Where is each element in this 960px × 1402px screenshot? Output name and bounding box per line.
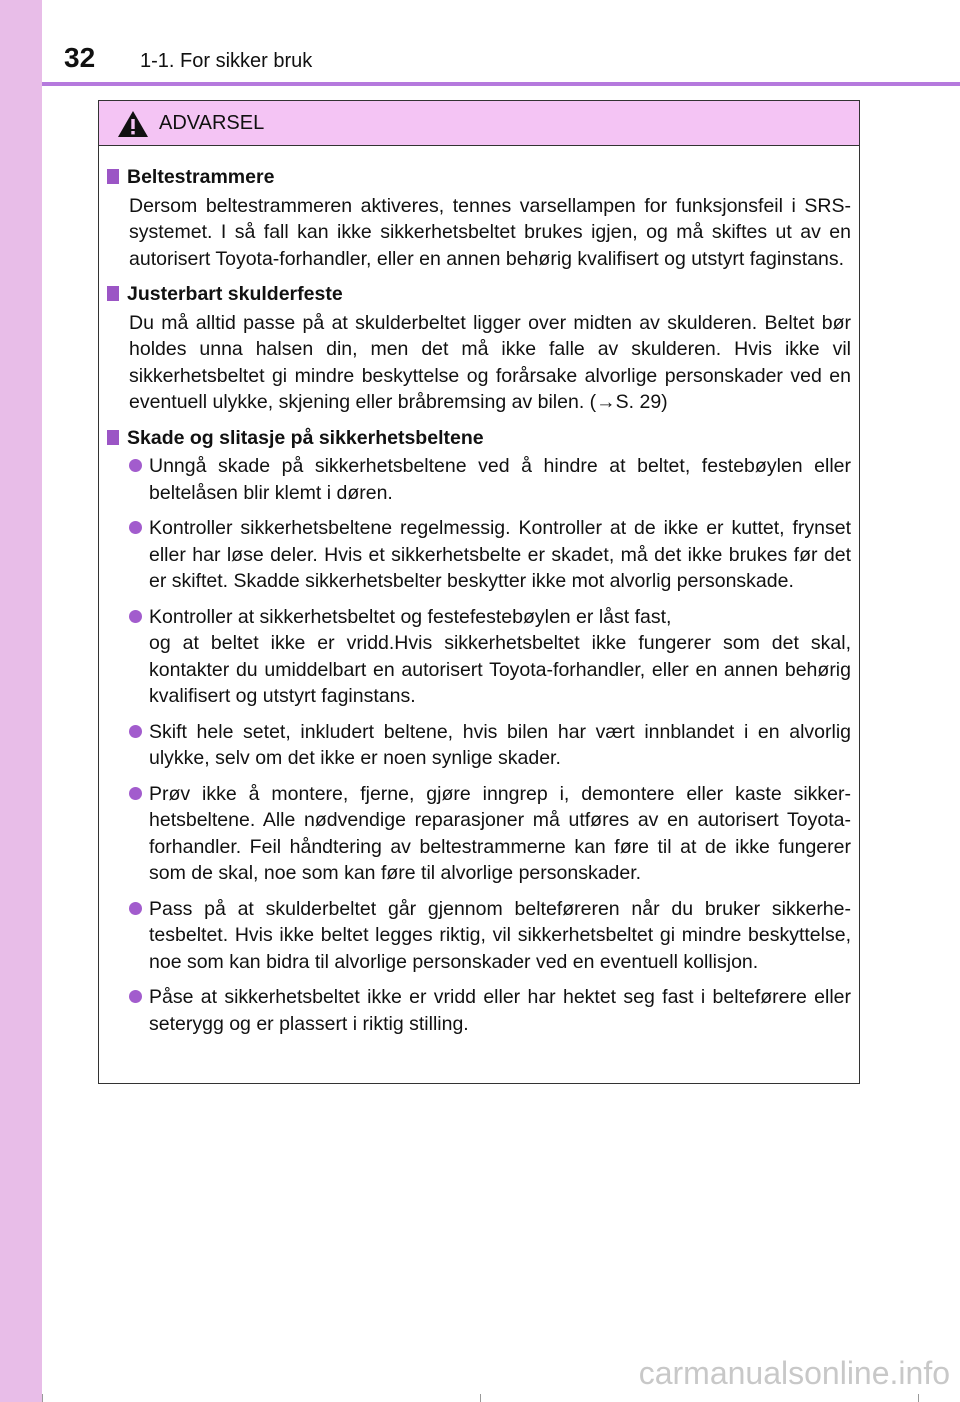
crop-mark bbox=[480, 1394, 481, 1402]
list-item-continuation: og at beltet ikke er vridd.Hvis sikkerhetsbeltet ikke fungerer som det skal, kontakter du umiddelbart en autorisert Toyota-forhandler, eller en annen behørig kvalifisert og utstyrt faginstans. bbox=[149, 632, 851, 707]
circle-bullet-icon bbox=[129, 902, 142, 915]
section-heading-text: Justerbart skulderfeste bbox=[127, 283, 343, 305]
circle-bullet-icon bbox=[129, 725, 142, 738]
section-heading bbox=[107, 281, 851, 308]
section-heading bbox=[107, 425, 851, 452]
list-item bbox=[129, 984, 851, 1037]
square-bullet-icon bbox=[107, 169, 119, 184]
list-item-text-block bbox=[149, 604, 851, 710]
list-item bbox=[129, 719, 851, 772]
list-item-text: Skift hele setet, inkludert beltene, hvis bilen har vært innblandet i en alvorlig ulykke, selv om det ikke er noen synlige skader. bbox=[149, 720, 851, 769]
watermark: carmanualsonline.info bbox=[638, 1355, 950, 1391]
warning-title: ADVARSEL bbox=[159, 112, 265, 134]
warning-box bbox=[98, 100, 860, 1084]
crop-mark bbox=[918, 1394, 919, 1402]
list-item-text: Kontroller sikkerhetsbeltene regelmessig. Kontroller at de ikke er kuttet, frynset eller har løse deler. Hvis et sikkerhetsbelte er skadet, må det ikke brukes før det er skiftet. Skadde sikkerhetsbelter beskytter ikke mot alvorlig personskade. bbox=[149, 517, 851, 592]
list-item-text: Pass på at skulderbeltet går gjennom belteføreren når du bruker sikkerhe-tesbeltet. Hvis ikke beltet legges riktig, vil sikkerhetsbeltet gi mindre beskyttelse, noe som kan bidra til alvorlige personskader ved en eventuell kollisjon. bbox=[149, 897, 851, 973]
list-item bbox=[129, 453, 851, 506]
list-item bbox=[129, 604, 851, 710]
section-heading-text: Skade og slitasje på sikkerhetsbeltene bbox=[127, 426, 484, 449]
side-tab-strip bbox=[0, 0, 42, 1402]
list-item-text: Prøv ikke å montere, fjerne, gjøre inngrep i, demontere eller kaste sikker-hetsbeltene. Alle nødvendige reparasjoner må utføres av en autorisert Toyota-forhandler. Feil håndtering av beltestrammerne kan føre til at de ikke fungerer som de skal, noe som kan føre til alvorlige personskader. bbox=[149, 782, 851, 884]
section-paragraph: Du må alltid passe på at skulderbeltet ligger over midten av skulderen. Beltet bør holdes unna halsen din, men det må ikke falle av skulderen. Hvis ikke vil sikkerhetsbeltet gi mindre beskyttelse og forårsake alvorlige personskader ved en eventuell ulykke, skjening eller bråbremsing av bilen. (→S. 29) bbox=[129, 311, 851, 413]
circle-bullet-icon bbox=[129, 459, 142, 472]
crop-mark bbox=[42, 1394, 43, 1402]
square-bullet-icon bbox=[107, 286, 119, 301]
section-heading bbox=[107, 164, 851, 191]
circle-bullet-icon bbox=[129, 521, 142, 534]
list-item-text: Påse at sikkerhetsbeltet ikke er vridd eller har hektet seg fast i belteførere eller seterygg og er plassert i riktig stilling. bbox=[149, 986, 851, 1035]
section-heading-text: Beltestrammere bbox=[127, 166, 275, 188]
page-header bbox=[42, 0, 960, 84]
warning-header bbox=[99, 101, 859, 146]
warning-body bbox=[99, 146, 859, 1037]
header-rule bbox=[42, 82, 960, 86]
list-item bbox=[129, 896, 851, 976]
list-item-text: Kontroller at sikkerhetsbeltet og festefestebøylen er låst fast, bbox=[149, 605, 672, 628]
circle-bullet-icon bbox=[129, 787, 142, 800]
warning-triangle-icon bbox=[117, 110, 149, 138]
list-item bbox=[129, 781, 851, 887]
page-number: 32 bbox=[64, 42, 96, 73]
circle-bullet-icon bbox=[129, 990, 142, 1003]
section-paragraph: Dersom beltestrammeren aktiveres, tennes varsellampen for funksjonsfeil i SRS-systemet. I så fall kan ikke sikkerhetsbeltet brukes igjen, og må skiftes ut av en autorisert Toyota-forhandler, eller en annen behørig kvalifisert og utstyrt faginstans. bbox=[129, 194, 851, 270]
circle-bullet-icon bbox=[129, 610, 142, 623]
section-title: 1-1. For sikker bruk bbox=[140, 50, 313, 72]
square-bullet-icon bbox=[107, 430, 119, 445]
list-item bbox=[129, 515, 851, 595]
list-item-text: Unngå skade på sikkerhetsbeltene ved å hindre at beltet, festebøylen eller beltelåsen blir klemt i døren. bbox=[149, 455, 851, 504]
